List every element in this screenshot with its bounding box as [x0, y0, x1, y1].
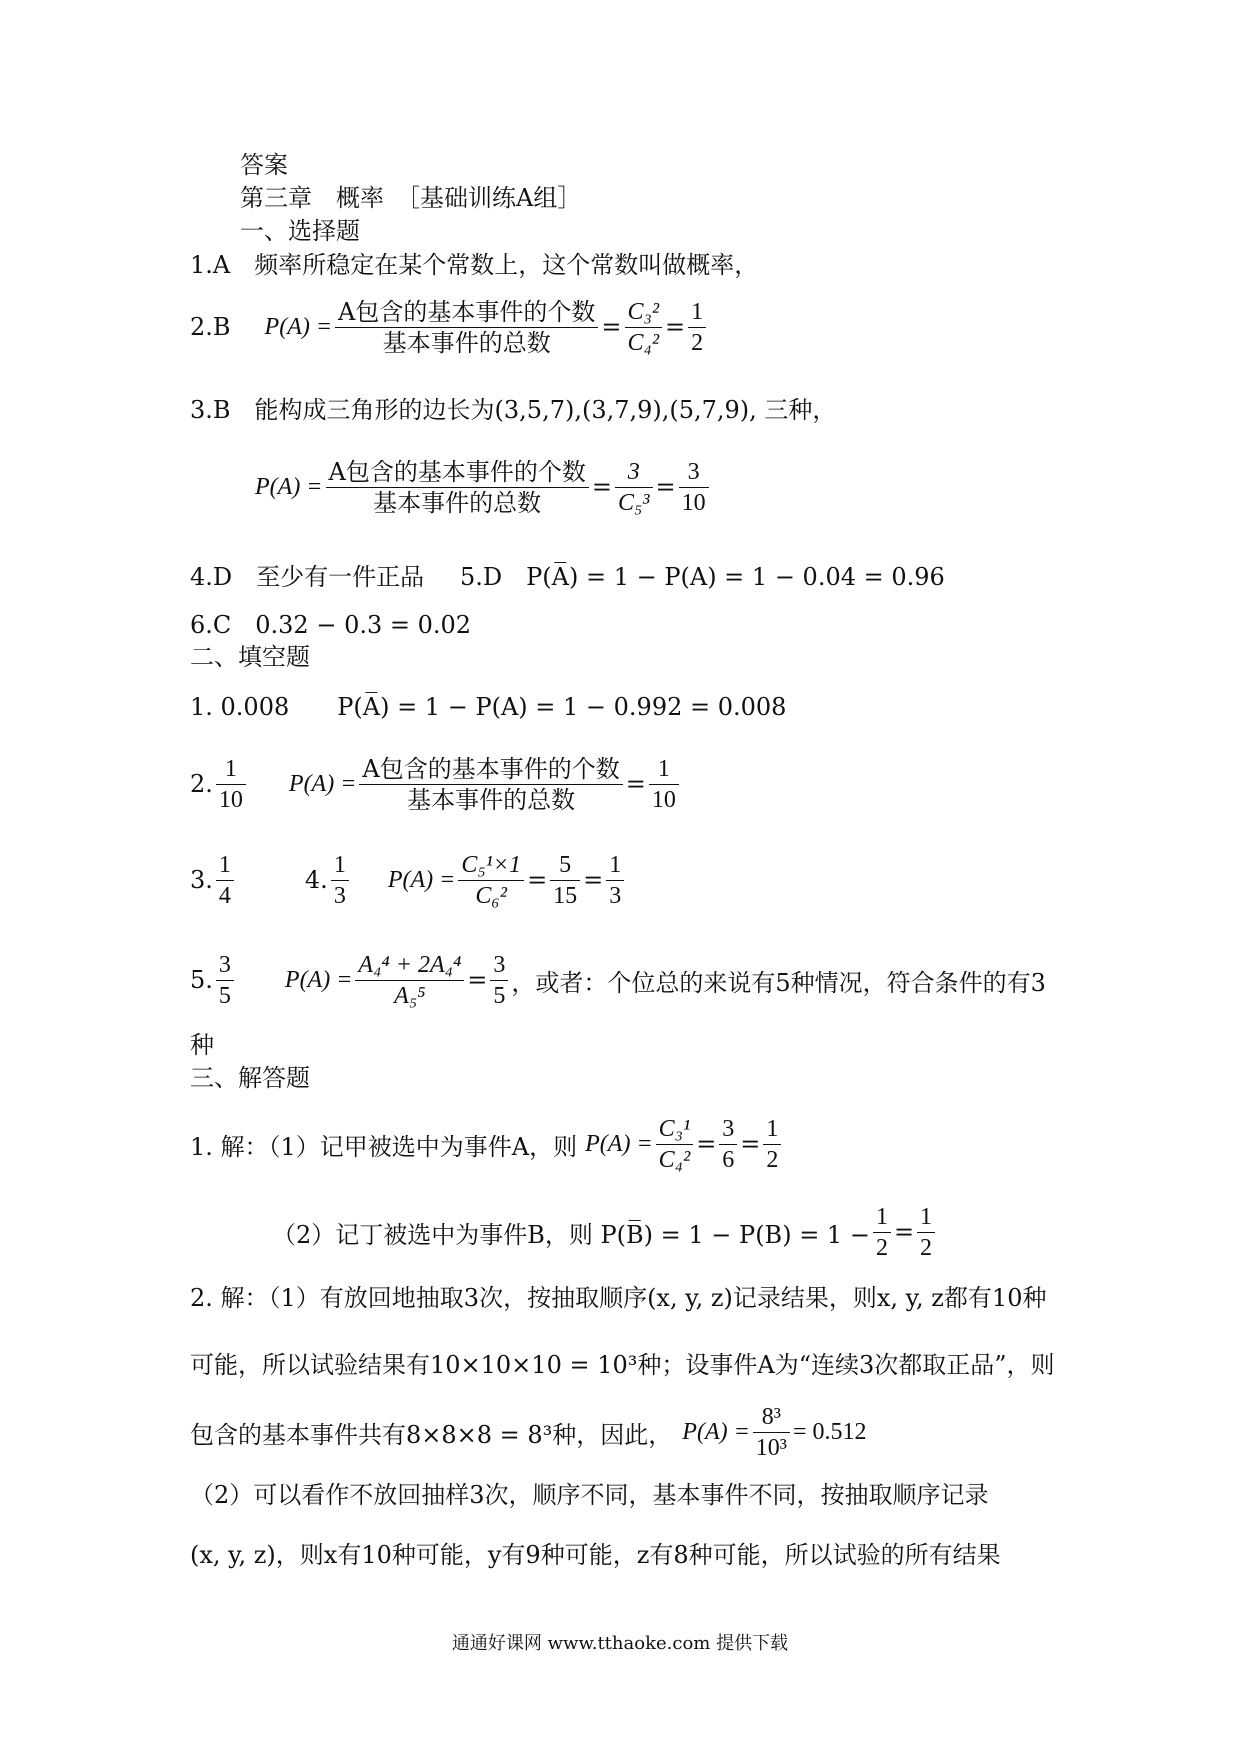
- fill-answer-3-4: 3. $\frac{1}{4}$ 4. $\frac{1}{3}$ P(A) = $\frac{\text{C₅¹×1}}{\text{C₆²}}$ = $\frac{5}{15}$ = $\frac{1}{3}$: [190, 848, 627, 912]
- fill-answer-2: 2. $\frac{1}{10}$ P(A) = $\frac{\text{A包含的基本事件的个数}}{\text{基本事件的总数}}$ = $\frac{1}{10}$: [190, 752, 682, 816]
- fraction: [625, 297, 663, 358]
- result-value: = 0.512: [793, 1418, 867, 1445]
- fraction-numerator: A包含的基本事件的个数: [359, 754, 622, 785]
- fraction: [679, 457, 709, 518]
- fraction: [753, 1402, 790, 1463]
- fraction-numerator: 1: [688, 297, 706, 328]
- solve-2-line-3: [190, 1400, 867, 1464]
- fraction: [615, 457, 653, 518]
- solve-2-line-1: 2. 解：（1）有放回地抽取3次，按抽取顺序(x, y, z)记录结果，则x, y, z都有10种: [190, 1284, 1047, 1312]
- fill-answer-5: 5. $\frac{3}{5}$ P(A) = $\frac{\text{A₄⁴ + 2A₄⁴}}{\text{A₅⁵}}$ = $\frac{3}{5}$ ，或者：个位总的来说有5种情况，符合条件的有3: [190, 951, 1046, 1009]
- choice-answer-5: 5.D P(A̅) = 1 − P(A) = 1 − 0.04 = 0.96: [460, 563, 945, 591]
- fraction-numerator: A包含的基本事件的个数: [335, 297, 598, 328]
- fraction-numerator: C₃¹: [656, 1114, 694, 1145]
- choice-3-formula: P(A) = $\frac{\text{A包含的基本事件的个数}}{\text{基本事件的总数}}$ = $\frac{3}{\text{C₅³}}$ = $\frac{3}{10}$: [255, 455, 712, 519]
- choice-answer-2: 2.B P(A) = $\frac{\text{A包含的基本事件的个数}}{\text{基本事件的总数}}$ = $\frac{\text{C₃²}}{\text{C₄²}}$ = $\frac{1}{2}$: [190, 295, 709, 359]
- choice-answer-3: 3.B 能构成三角形的边长为(3,5,7),(3,7,9),(5,7,9), 三种，: [190, 396, 837, 424]
- fraction-denominator: C₄²: [627, 329, 660, 356]
- choice-2-label: 2.B: [190, 313, 231, 341]
- fraction: [216, 850, 234, 911]
- solve-2-line-2: 可能，所以试验结果有10×10×10 = 10³种；设事件A为“连续3次都取正品”，则: [190, 1351, 1055, 1379]
- fraction: [606, 850, 624, 911]
- fraction-numerator: 3: [490, 950, 508, 981]
- solve-2-line-3-text: 包含的基本事件共有8×8×8 = 8³种，因此，: [190, 1420, 673, 1449]
- fraction-numerator: 1: [917, 1202, 935, 1233]
- fraction-numerator: 1: [216, 754, 246, 785]
- fraction-denominator: 10: [218, 786, 243, 813]
- fraction-denominator: 基本事件的总数: [373, 488, 542, 517]
- fraction: [656, 1114, 694, 1175]
- fill-2-label: 2.: [190, 770, 213, 798]
- probability-expr: P(A) =: [255, 473, 323, 500]
- fraction-denominator: 基本事件的总数: [407, 785, 576, 814]
- fraction: [649, 754, 679, 815]
- fraction-denominator: 10: [681, 489, 706, 516]
- fraction-denominator: 2: [766, 1146, 779, 1173]
- fraction-denominator: 3: [609, 882, 622, 909]
- fraction-denominator: A₅⁵: [394, 982, 426, 1009]
- fraction: [719, 1114, 737, 1175]
- fraction-numerator: 3: [216, 950, 234, 981]
- solve-answer-1-part-1: 1. 解：（1）记甲被选中为事件A，则 P(A) = $\frac{\text{C₃¹}}{\text{C₄²}}$ = $\frac{3}{6}$ = $\frac{1}{2}$: [190, 1112, 784, 1176]
- fraction-numerator: A包含的基本事件的个数: [326, 457, 589, 488]
- fraction-denominator: 15: [553, 882, 578, 909]
- fraction-denominator: 4: [218, 882, 231, 909]
- choice-answer-6: 6.C 0.32 − 0.3 = 0.02: [190, 611, 472, 639]
- fraction: [873, 1202, 891, 1263]
- fraction-numerator: 1: [649, 754, 679, 785]
- fraction-denominator: 2: [875, 1234, 888, 1261]
- probability-expr: P(A) =: [682, 1418, 750, 1445]
- solve-1-part-2-text: （2）记丁被选中为事件B，则 P(B̅) = 1 − P(B) = 1 −: [272, 1220, 870, 1249]
- section-title-fill: 二、填空题: [190, 643, 310, 671]
- answer-heading: 答案: [240, 151, 288, 179]
- fraction: [355, 950, 464, 1011]
- fraction-numerator: 3: [615, 457, 653, 488]
- fraction-numerator: 1: [216, 850, 234, 881]
- fraction-numerator: 1: [331, 850, 349, 881]
- fraction-denominator: 10: [651, 786, 676, 813]
- fraction-numerator: C₅¹×1: [458, 850, 524, 881]
- page-footer: 通通好课网 www.tthaoke.com 提供下载: [451, 1633, 789, 1654]
- probability-expr: P(A) =: [288, 770, 357, 797]
- fraction-denominator: 10³: [755, 1434, 787, 1461]
- fraction: [331, 850, 349, 911]
- fraction: [326, 457, 589, 518]
- fraction: [216, 754, 246, 815]
- probability-expr: P(A) =: [264, 313, 333, 340]
- solve-2-line-5: (x, y, z)，则x有10种可能，y有9种可能，z有8种可能，所以试验的所有结果: [190, 1541, 1001, 1569]
- fill-4-label: 4.: [304, 866, 328, 894]
- fraction-denominator: C₅³: [617, 489, 650, 516]
- choice-answer-4: 4.D 至少有一件正品: [190, 563, 425, 591]
- solve-1-text: 1. 解：（1）记甲被选中为事件A，则: [190, 1132, 578, 1161]
- fraction-denominator: 6: [722, 1146, 735, 1173]
- fraction: [917, 1202, 935, 1263]
- fraction: [216, 950, 234, 1011]
- fill-5-wrap: 种: [190, 1031, 214, 1059]
- fraction: [458, 850, 524, 911]
- fraction-numerator: 3: [719, 1114, 737, 1145]
- fill-answer-1: 1. 0.008 P(A̅) = 1 − P(A) = 1 − 0.992 = 0.008: [190, 693, 787, 721]
- fraction: [550, 850, 580, 911]
- fraction-denominator: 5: [493, 982, 506, 1009]
- fraction-numerator: 1: [763, 1114, 781, 1145]
- fraction: [335, 297, 598, 358]
- fraction-denominator: C₆²: [475, 882, 507, 909]
- fill-5-tail: ，或者：个位总的来说有5种情况，符合条件的有3: [511, 968, 1046, 997]
- solve-answer-1-part-2: （2）记丁被选中为事件B，则 P(B̅) = 1 − P(B) = 1 − $\frac{1}{2}$ = $\frac{1}{2}$: [272, 1200, 938, 1264]
- probability-expr: P(A) =: [284, 966, 353, 993]
- fraction: [490, 950, 508, 1011]
- fraction-denominator: 基本事件的总数: [382, 328, 551, 357]
- probability-expr: P(A) =: [387, 866, 456, 893]
- fraction: [763, 1114, 781, 1175]
- fraction-numerator: 1: [873, 1202, 891, 1233]
- fraction-numerator: C₃²: [625, 297, 663, 328]
- fraction: [688, 297, 706, 358]
- choice-answer-1: 1.A 频率所稳定在某个常数上，这个常数叫做概率，: [190, 251, 759, 279]
- fraction-denominator: C₄²: [658, 1146, 691, 1173]
- fraction-denominator: 2: [920, 1234, 933, 1261]
- section-title-choice: 一、选择题: [240, 217, 360, 245]
- solve-2-line-4: （2）可以看作不放回抽样3次，顺序不同，基本事件不同，按抽取顺序记录: [190, 1481, 989, 1509]
- fraction-numerator: 1: [606, 850, 624, 881]
- fraction: [359, 754, 622, 815]
- fraction-denominator: 5: [218, 982, 231, 1009]
- fraction-denominator: 2: [691, 329, 704, 356]
- probability-expr: P(A) =: [585, 1130, 653, 1157]
- fraction-denominator: 3: [333, 882, 346, 909]
- fraction-numerator: A₄⁴ + 2A₄⁴: [355, 950, 464, 981]
- fraction-numerator: 8³: [753, 1402, 790, 1433]
- fill-5-label: 5.: [190, 966, 213, 994]
- fraction-numerator: 3: [679, 457, 709, 488]
- chapter-heading: 第三章 概率 ［基础训练A组］: [240, 184, 582, 212]
- fraction-numerator: 5: [550, 850, 580, 881]
- fill-3-label: 3.: [190, 866, 213, 894]
- section-title-solve: 三、解答题: [190, 1064, 310, 1092]
